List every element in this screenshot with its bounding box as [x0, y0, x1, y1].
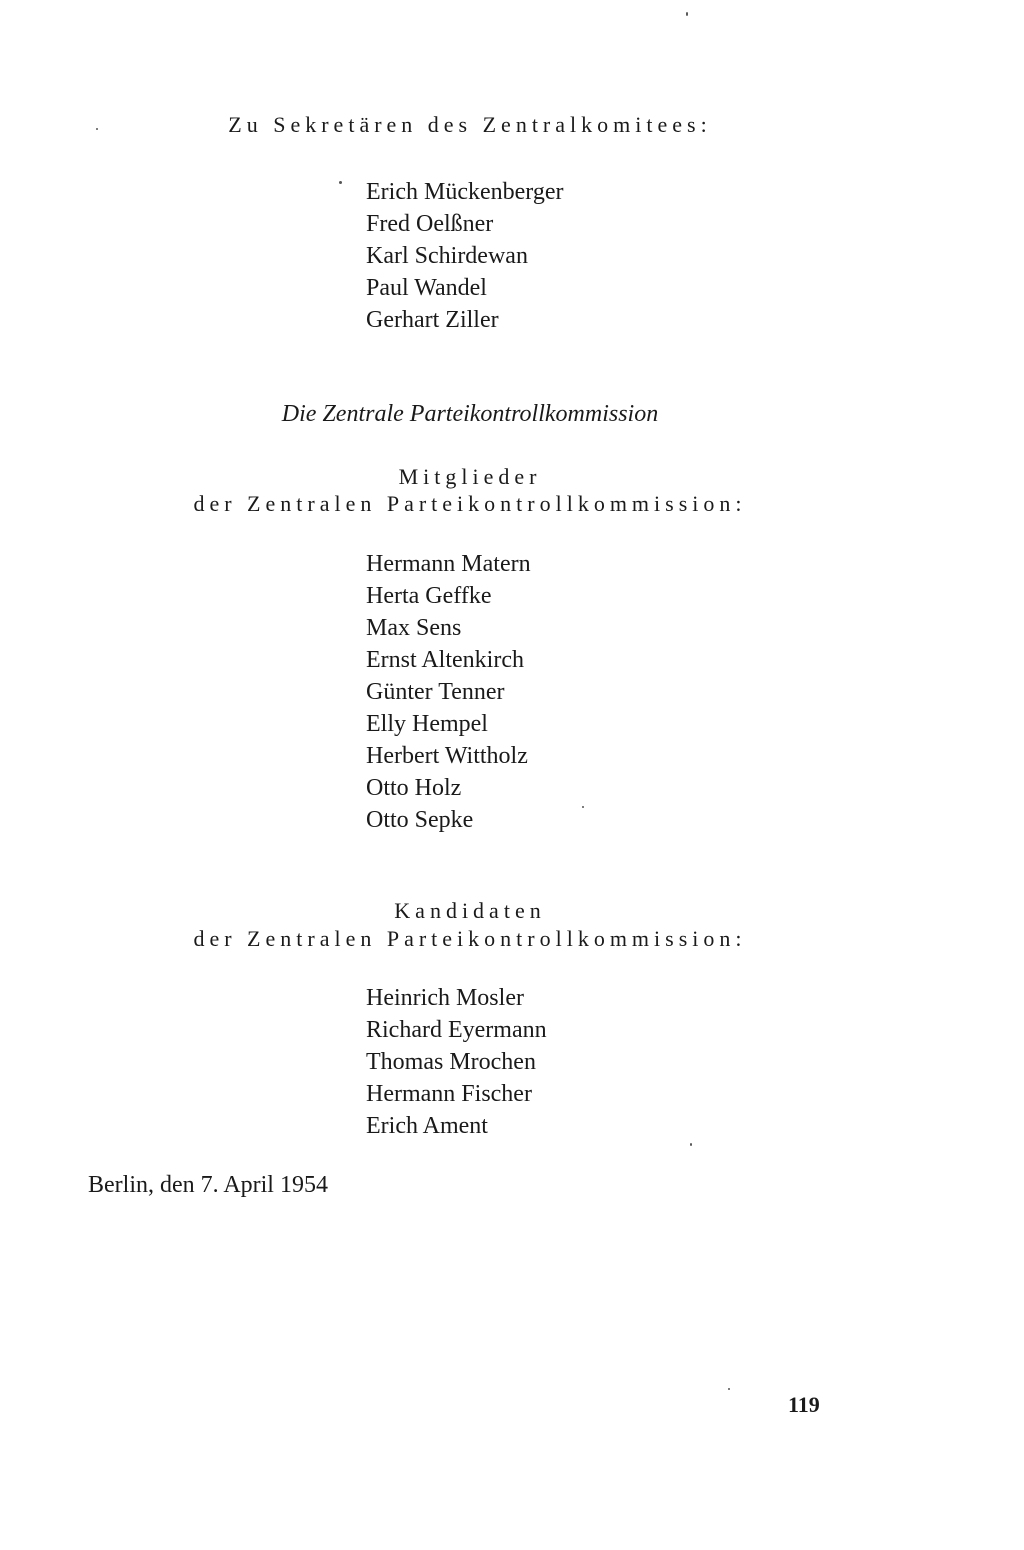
members-list [366, 548, 531, 836]
candidates-list [366, 982, 547, 1142]
list-item: Elly Hempel [366, 711, 488, 737]
secretaries-heading: Zu Sekretären des Zentralkomitees: [228, 112, 712, 137]
page-number: 119 [788, 1392, 820, 1417]
speck-mark [339, 181, 342, 184]
members-heading-line1: Mitglieder [398, 464, 542, 489]
speck-mark [96, 128, 98, 130]
speck-mark [686, 12, 688, 16]
list-item: Herta Geffke [366, 583, 492, 609]
secretaries-list [366, 176, 563, 336]
list-item: Thomas Mrochen [366, 1049, 536, 1075]
speck-mark [690, 1143, 692, 1146]
list-item: Hermann Fischer [366, 1081, 532, 1107]
list-item: Karl Schirdewan [366, 243, 528, 269]
list-item: Otto Sepke [366, 807, 474, 833]
list-item: Gerhart Ziller [366, 307, 499, 333]
speck-mark [728, 1388, 730, 1390]
list-item: Fred Oelßner [366, 211, 494, 237]
members-heading-line2: der Zentralen Parteikontrollkommission: [193, 491, 747, 516]
list-item: Herbert Wittholz [366, 743, 528, 769]
list-item: Max Sens [366, 615, 462, 641]
list-item: Günter Tenner [366, 679, 505, 705]
list-item: Ernst Altenkirch [366, 647, 524, 673]
commission-title: Die Zentrale Parteikontrollkommission [281, 401, 659, 427]
list-item: Heinrich Mosler [366, 985, 524, 1011]
list-item: Hermann Matern [366, 551, 531, 577]
list-item: Otto Holz [366, 775, 462, 801]
date-line: Berlin, den 7. April 1954 [88, 1172, 328, 1198]
list-item: Richard Eyermann [366, 1017, 547, 1043]
speck-mark [582, 806, 584, 808]
candidates-heading-line2: der Zentralen Parteikontrollkommission: [193, 926, 747, 951]
candidates-heading-line1: Kandidaten [394, 898, 546, 923]
list-item: Erich Mückenberger [366, 179, 564, 205]
list-item: Erich Ament [366, 1113, 488, 1139]
list-item: Paul Wandel [366, 275, 487, 301]
